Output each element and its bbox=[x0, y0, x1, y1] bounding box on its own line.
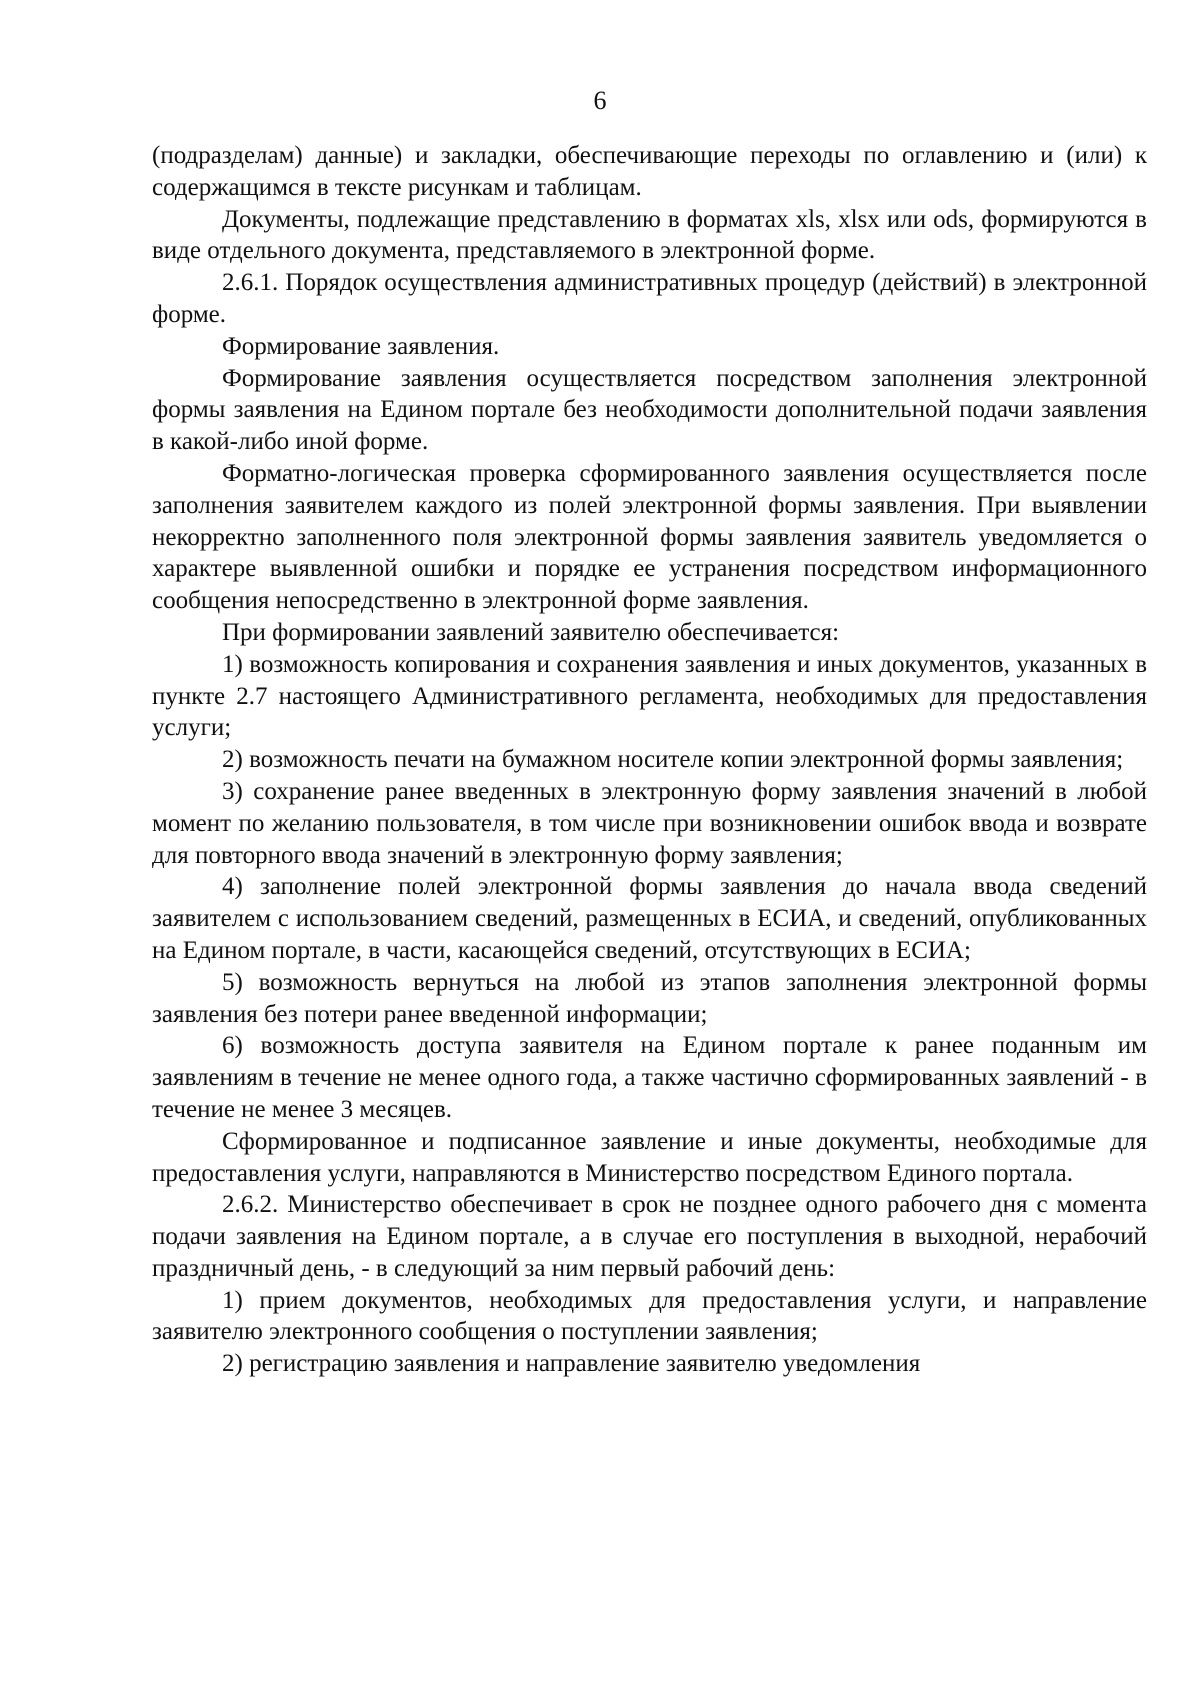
paragraph-formats: Документы, подлежащие представлению в форматах xls, xlsx или ods, формируются в виде отдельного документа, представляемого в электронной форме. bbox=[152, 205, 1147, 265]
list-item-6: 6) возможность доступа заявителя на Едином портале к ранее поданным им заявлениям в течение не менее одного года, а также частично сформированных заявлений - в течение не менее 3 месяцев. bbox=[152, 1032, 1147, 1123]
page-number: 6 bbox=[593, 86, 607, 115]
paragraph-format-check: Форматно-логическая проверка сформированного заявления осуществляется после заполнения заявителем каждого из полей электронной формы заявления. При выявлении некорректно заполненного поля электронной формы заявления заявитель уведомляется о характере выявленной ошибки и порядке ее устранения посредством информационного сообщения непосредственно в электронной форме заявления. bbox=[152, 459, 1147, 615]
paragraph-heading-formation: Формирование заявления. bbox=[222, 332, 500, 360]
list-item-registration: 2) регистрацию заявления и направление заявителю уведомления bbox=[222, 1350, 921, 1378]
paragraph-continuation: (подразделам) данные) и закладки, обеспечивающие переходы по оглавлению и (или) к содержащимся в тексте рисункам и таблицам. bbox=[152, 142, 1147, 201]
paragraph-2-6-1: 2.6.1. Порядок осуществления административных процедур (действий) в электронной форме. bbox=[152, 269, 1147, 328]
paragraph-formation: Формирование заявления осуществляется посредством заполнения электронной формы заявления на Едином портале без необходимости дополнительной подачи заявления в какой-либо иной форме. bbox=[152, 364, 1147, 456]
paragraph-provided: При формировании заявлений заявителю обеспечивается: bbox=[222, 618, 840, 646]
list-item-1: 1) возможность копирования и сохранения заявления и иных документов, указанных в пункте 2.7 настоящего Административного регламента, необходимых для предоставления услуги; bbox=[152, 650, 1147, 742]
list-item-3: 3) сохранение ранее введенных в электронную форму заявления значений в любой момент по желанию пользователя, в том числе при возникновении ошибок ввода и возврате для повторного ввода значений в электронную форму заявления; bbox=[152, 777, 1147, 869]
list-item-reception: 1) прием документов, необходимых для предоставления услуги, и направление заявителю электронного сообщения о поступлении заявления; bbox=[152, 1286, 1147, 1346]
list-item-5: 5) возможность вернуться на любой из этапов заполнения электронной формы заявления без потери ранее введенной информации; bbox=[152, 968, 1147, 1028]
paragraph-2-6-2: 2.6.2. Министерство обеспечивает в срок не позднее одного рабочего дня с момента подачи заявления на Едином портале, а в случае его поступления в выходной, нерабочий праздничный день, - в следующий за ним первый рабочий день: bbox=[152, 1191, 1147, 1282]
list-item-4: 4) заполнение полей электронной формы заявления до начала ввода сведений заявителем с использованием сведений, размещенных в ЕСИА, и сведений, опубликованных на Едином портале, в части, касающейся сведений, отсутствующих в ЕСИА; bbox=[152, 873, 1147, 964]
paragraph-submitted: Сформированное и подписанное заявление и иные документы, необходимые для предоставления услуги, направляются в Министерство посредством Единого портала. bbox=[152, 1127, 1147, 1187]
document-body bbox=[152, 140, 1147, 1380]
list-item-2: 2) возможность печати на бумажном носителе копии электронной формы заявления; bbox=[222, 746, 1124, 774]
